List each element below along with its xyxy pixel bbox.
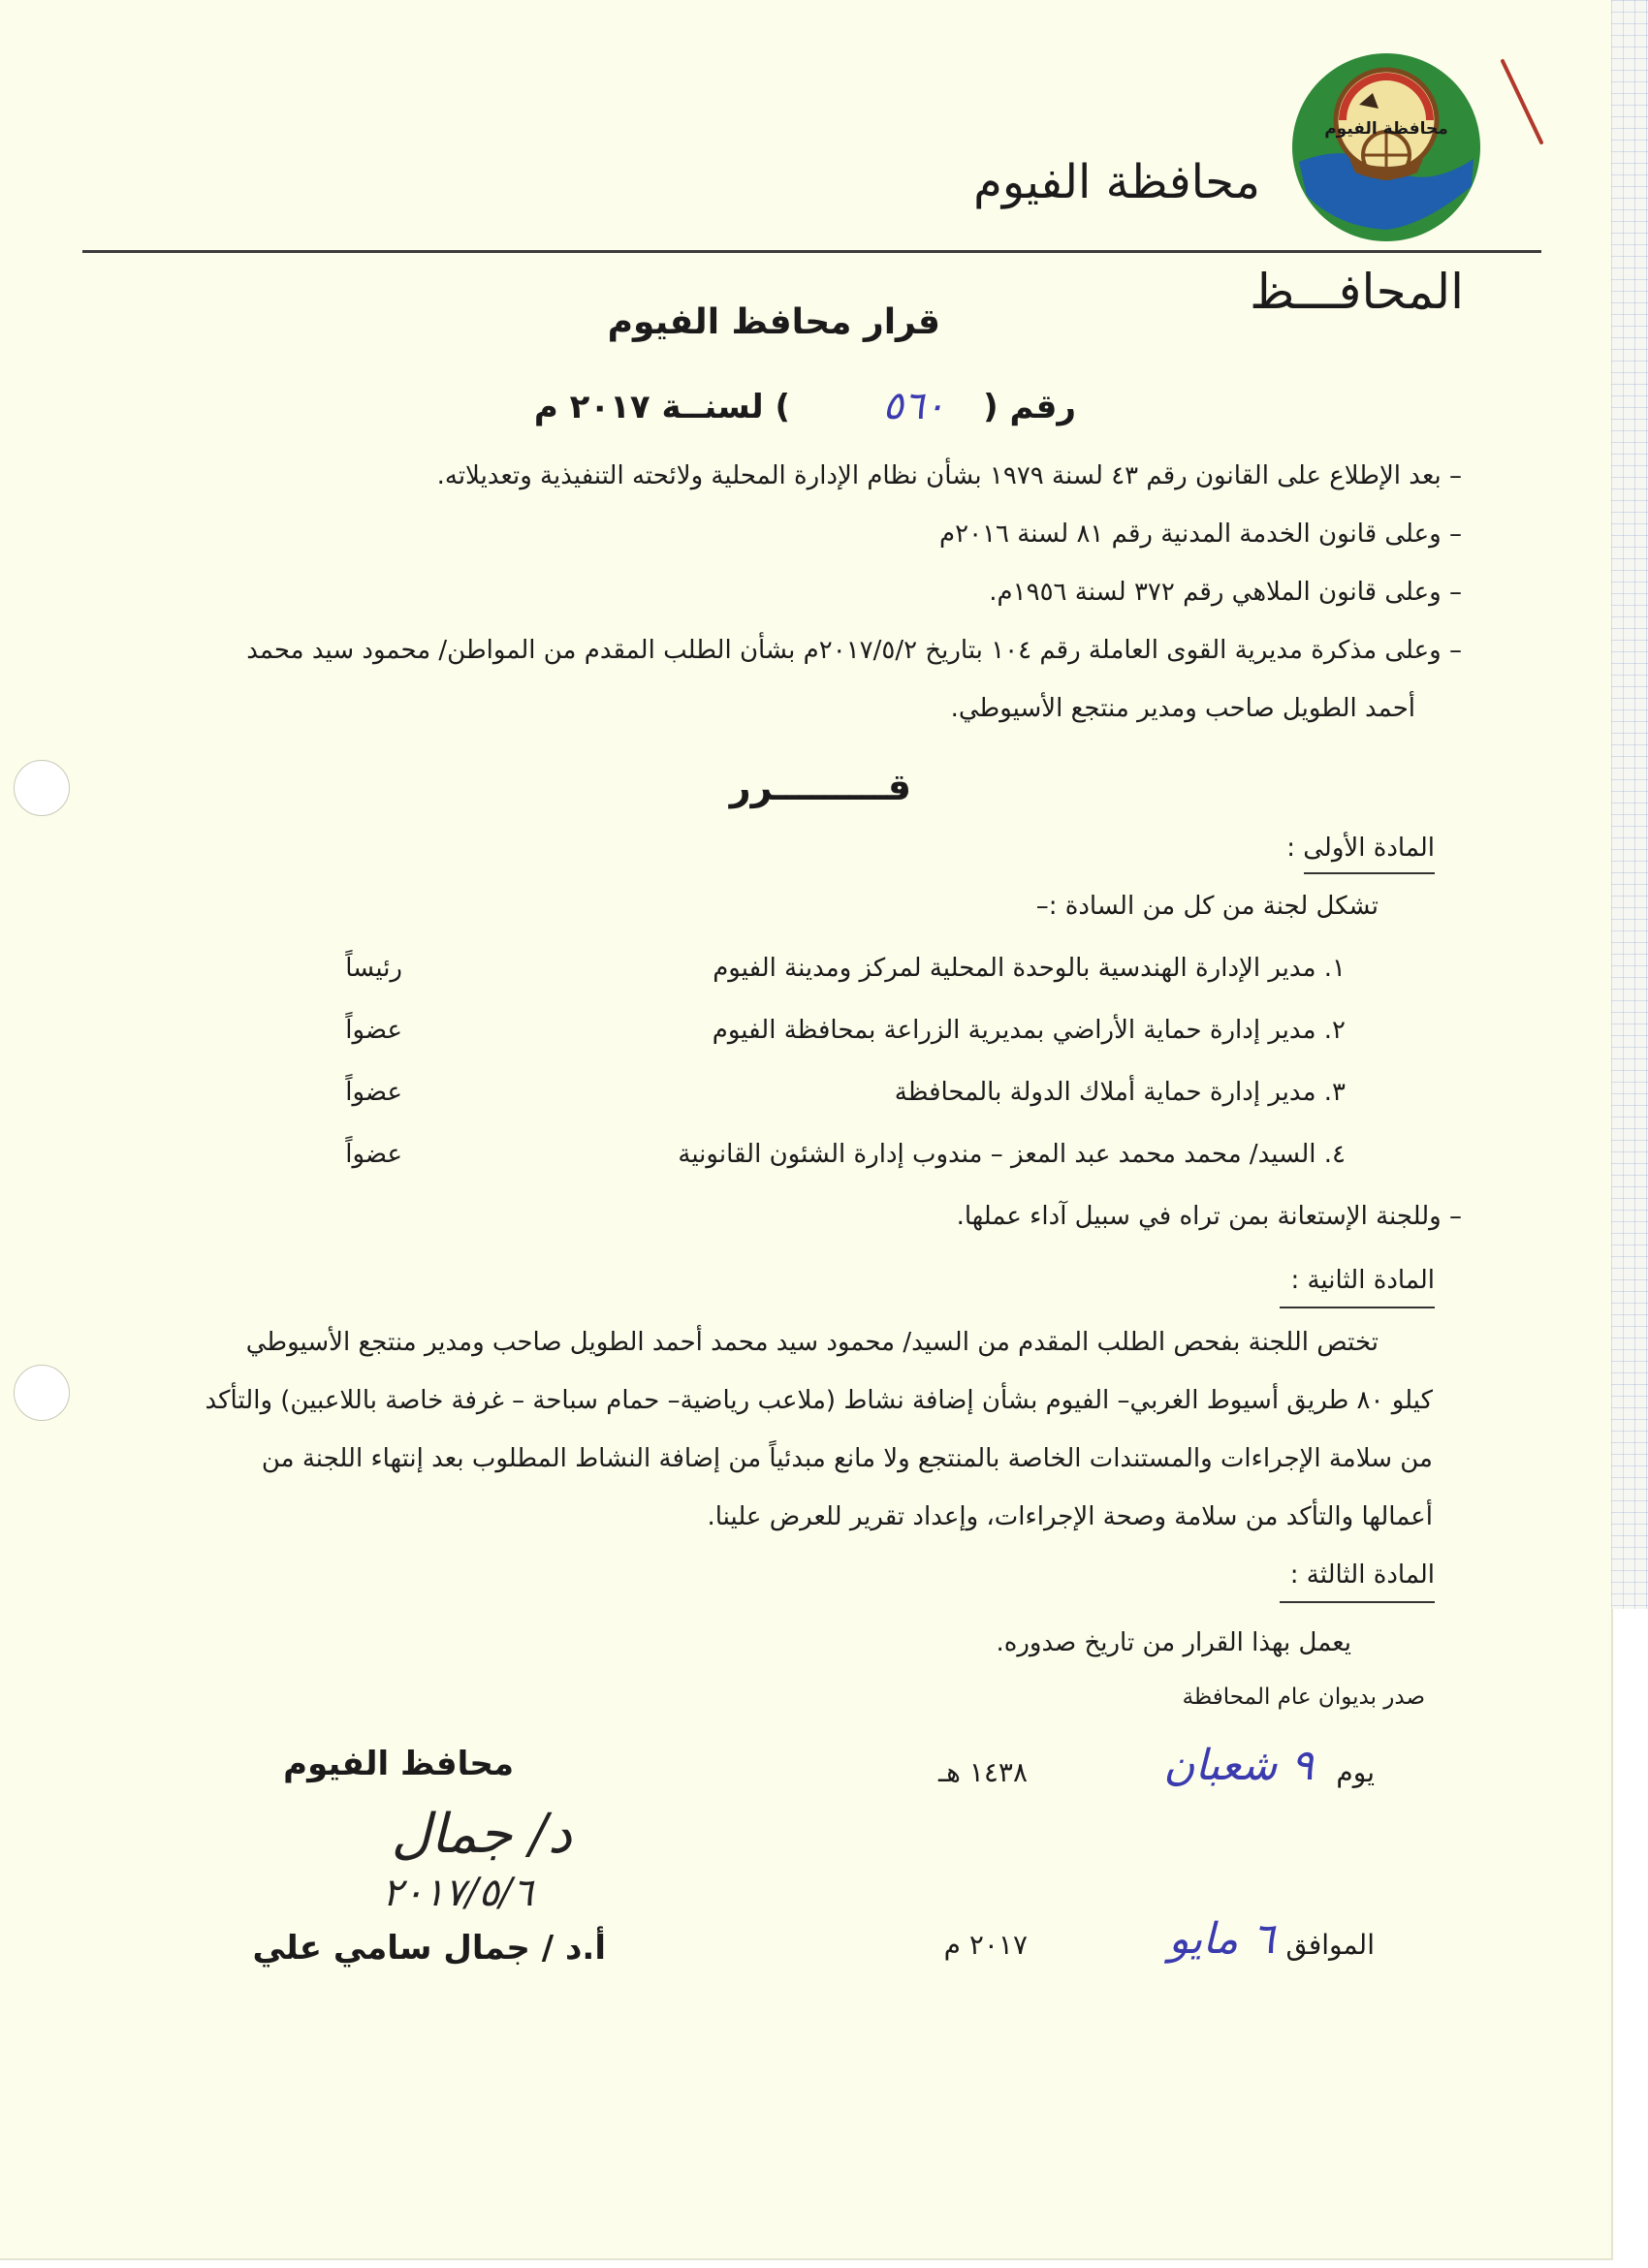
- article-2-underline: [1280, 1307, 1435, 1308]
- signatory-title: محافظ الفيوم: [283, 1745, 514, 1783]
- gregorian-date-year: ٢٠١٧ م: [943, 1929, 1028, 1961]
- member-3-name: ٣. مدير إدارة حماية أملاك الدولة بالمحافظة: [894, 1078, 1346, 1107]
- preamble-line-1: – بعد الإطلاع على القانون رقم ٤٣ لسنة ١٩٧٩ بشأن نظام الإدارة المحلية ولائحته التنفيذية وتعديلاته.: [436, 461, 1462, 490]
- issued-at: صدر بديوان عام المحافظة: [1182, 1685, 1425, 1710]
- article-2-line-4: أعمالها والتأكد من سلامة وصحة الإجراءات، وإعداد تقرير للعرض علينا.: [707, 1502, 1433, 1531]
- signatory-name: أ.د / جمال سامي علي: [252, 1929, 606, 1968]
- preamble-line-2: – وعلى قانون الخدمة المدنية رقم ٨١ لسنة ٢٠١٦م: [939, 520, 1462, 549]
- decided-heading: قـــــــــرر: [729, 766, 911, 808]
- decision-number-handwritten: ٥٦٠: [882, 384, 945, 428]
- handwritten-signature: د/ جمال: [391, 1803, 572, 1866]
- article-2-line-3: من سلامة الإجراءات والمستندات الخاصة بالمنتجع ولا مانع مبدئياً من إضافة النشاط المطلوب بعد إنتهاء اللجنة من: [261, 1444, 1433, 1473]
- article-3-heading: المادة الثالثة :: [1289, 1560, 1435, 1590]
- preamble-line-3: – وعلى قانون الملاهي رقم ٣٧٢ لسنة ١٩٥٦م.: [989, 578, 1462, 607]
- article-1-heading: المادة الأولى :: [1286, 834, 1435, 863]
- punch-hole-top: [14, 760, 70, 816]
- svg-text:محافظة الفيوم: محافظة الفيوم: [1324, 119, 1448, 139]
- article-2-line-1: تختص اللجنة بفحص الطلب المقدم من السيد/ محمود سيد محمد أحمد الطويل صاحب ومدير منتجع الأسيوطي: [245, 1328, 1379, 1357]
- punch-hole-bottom: [14, 1365, 70, 1421]
- member-1-name: ١. مدير الإدارة الهندسية بالوحدة المحلية لمركز ومدينة الفيوم: [713, 954, 1346, 983]
- article-3-underline: [1280, 1601, 1435, 1603]
- article-2-line-2: كيلو ٨٠ طريق أسيوط الغربي– الفيوم بشأن إضافة نشاط (ملاعب رياضية– حمام سباحة – غرفة خاصة باللاعبين) والتأكد: [205, 1386, 1433, 1415]
- gregorian-date-prefix: الموافق: [1285, 1929, 1375, 1961]
- hijri-date-handwritten: ٩ شعبان: [1163, 1741, 1314, 1790]
- signature-date: ٢٠١٧/٥/٦: [382, 1871, 533, 1915]
- hijri-date-prefix: يوم: [1336, 1756, 1375, 1788]
- gregorian-date-handwritten: ٦ مايو: [1168, 1914, 1275, 1964]
- governorate-name: محافظة الفيوم: [973, 155, 1260, 209]
- article-1-note: – وللجنة الإستعانة بمن تراه في سبيل آداء عملها.: [956, 1202, 1462, 1231]
- decision-number-label: رقم (: [983, 388, 1076, 426]
- decision-year-label: ) لسنــة ٢٠١٧ م: [533, 388, 790, 426]
- preamble-line-5: أحمد الطويل صاحب ومدير منتجع الأسيوطي.: [950, 694, 1415, 723]
- member-4-name: ٤. السيد/ محمد محمد عبد المعز – مندوب إدارة الشئون القانونية: [678, 1140, 1346, 1169]
- preamble-line-4: – وعلى مذكرة مديرية القوى العاملة رقم ١٠٤ بتاريخ ٢٠١٧/٥/٢م بشأن الطلب المقدم من المواطن/ محمود سيد محمد: [246, 636, 1462, 665]
- office-title: المحافـــظ: [1250, 264, 1464, 320]
- member-4-role: عضواً: [345, 1140, 402, 1169]
- hijri-date-year: ١٤٣٨ هـ: [937, 1756, 1028, 1788]
- member-2-role: عضواً: [345, 1016, 402, 1045]
- header-divider: [82, 250, 1541, 253]
- grid-paper-edge: [1611, 0, 1648, 1609]
- article-3-text: يعمل بهذا القرار من تاريخ صدوره.: [996, 1628, 1351, 1657]
- page-mark-icon: [1493, 53, 1551, 150]
- member-1-role: رئيساً: [345, 954, 402, 983]
- fayoum-emblem-logo: [1289, 50, 1483, 244]
- decision-title: قرار محافظ الفيوم: [607, 302, 940, 342]
- member-3-role: عضواً: [345, 1078, 402, 1107]
- article-1-underline: [1304, 872, 1435, 874]
- article-2-heading: المادة الثانية :: [1290, 1266, 1435, 1295]
- article-1-intro: تشكل لجنة من كل من السادة :–: [1035, 892, 1379, 921]
- member-2-name: ٢. مدير إدارة حماية الأراضي بمديرية الزراعة بمحافظة الفيوم: [712, 1016, 1346, 1045]
